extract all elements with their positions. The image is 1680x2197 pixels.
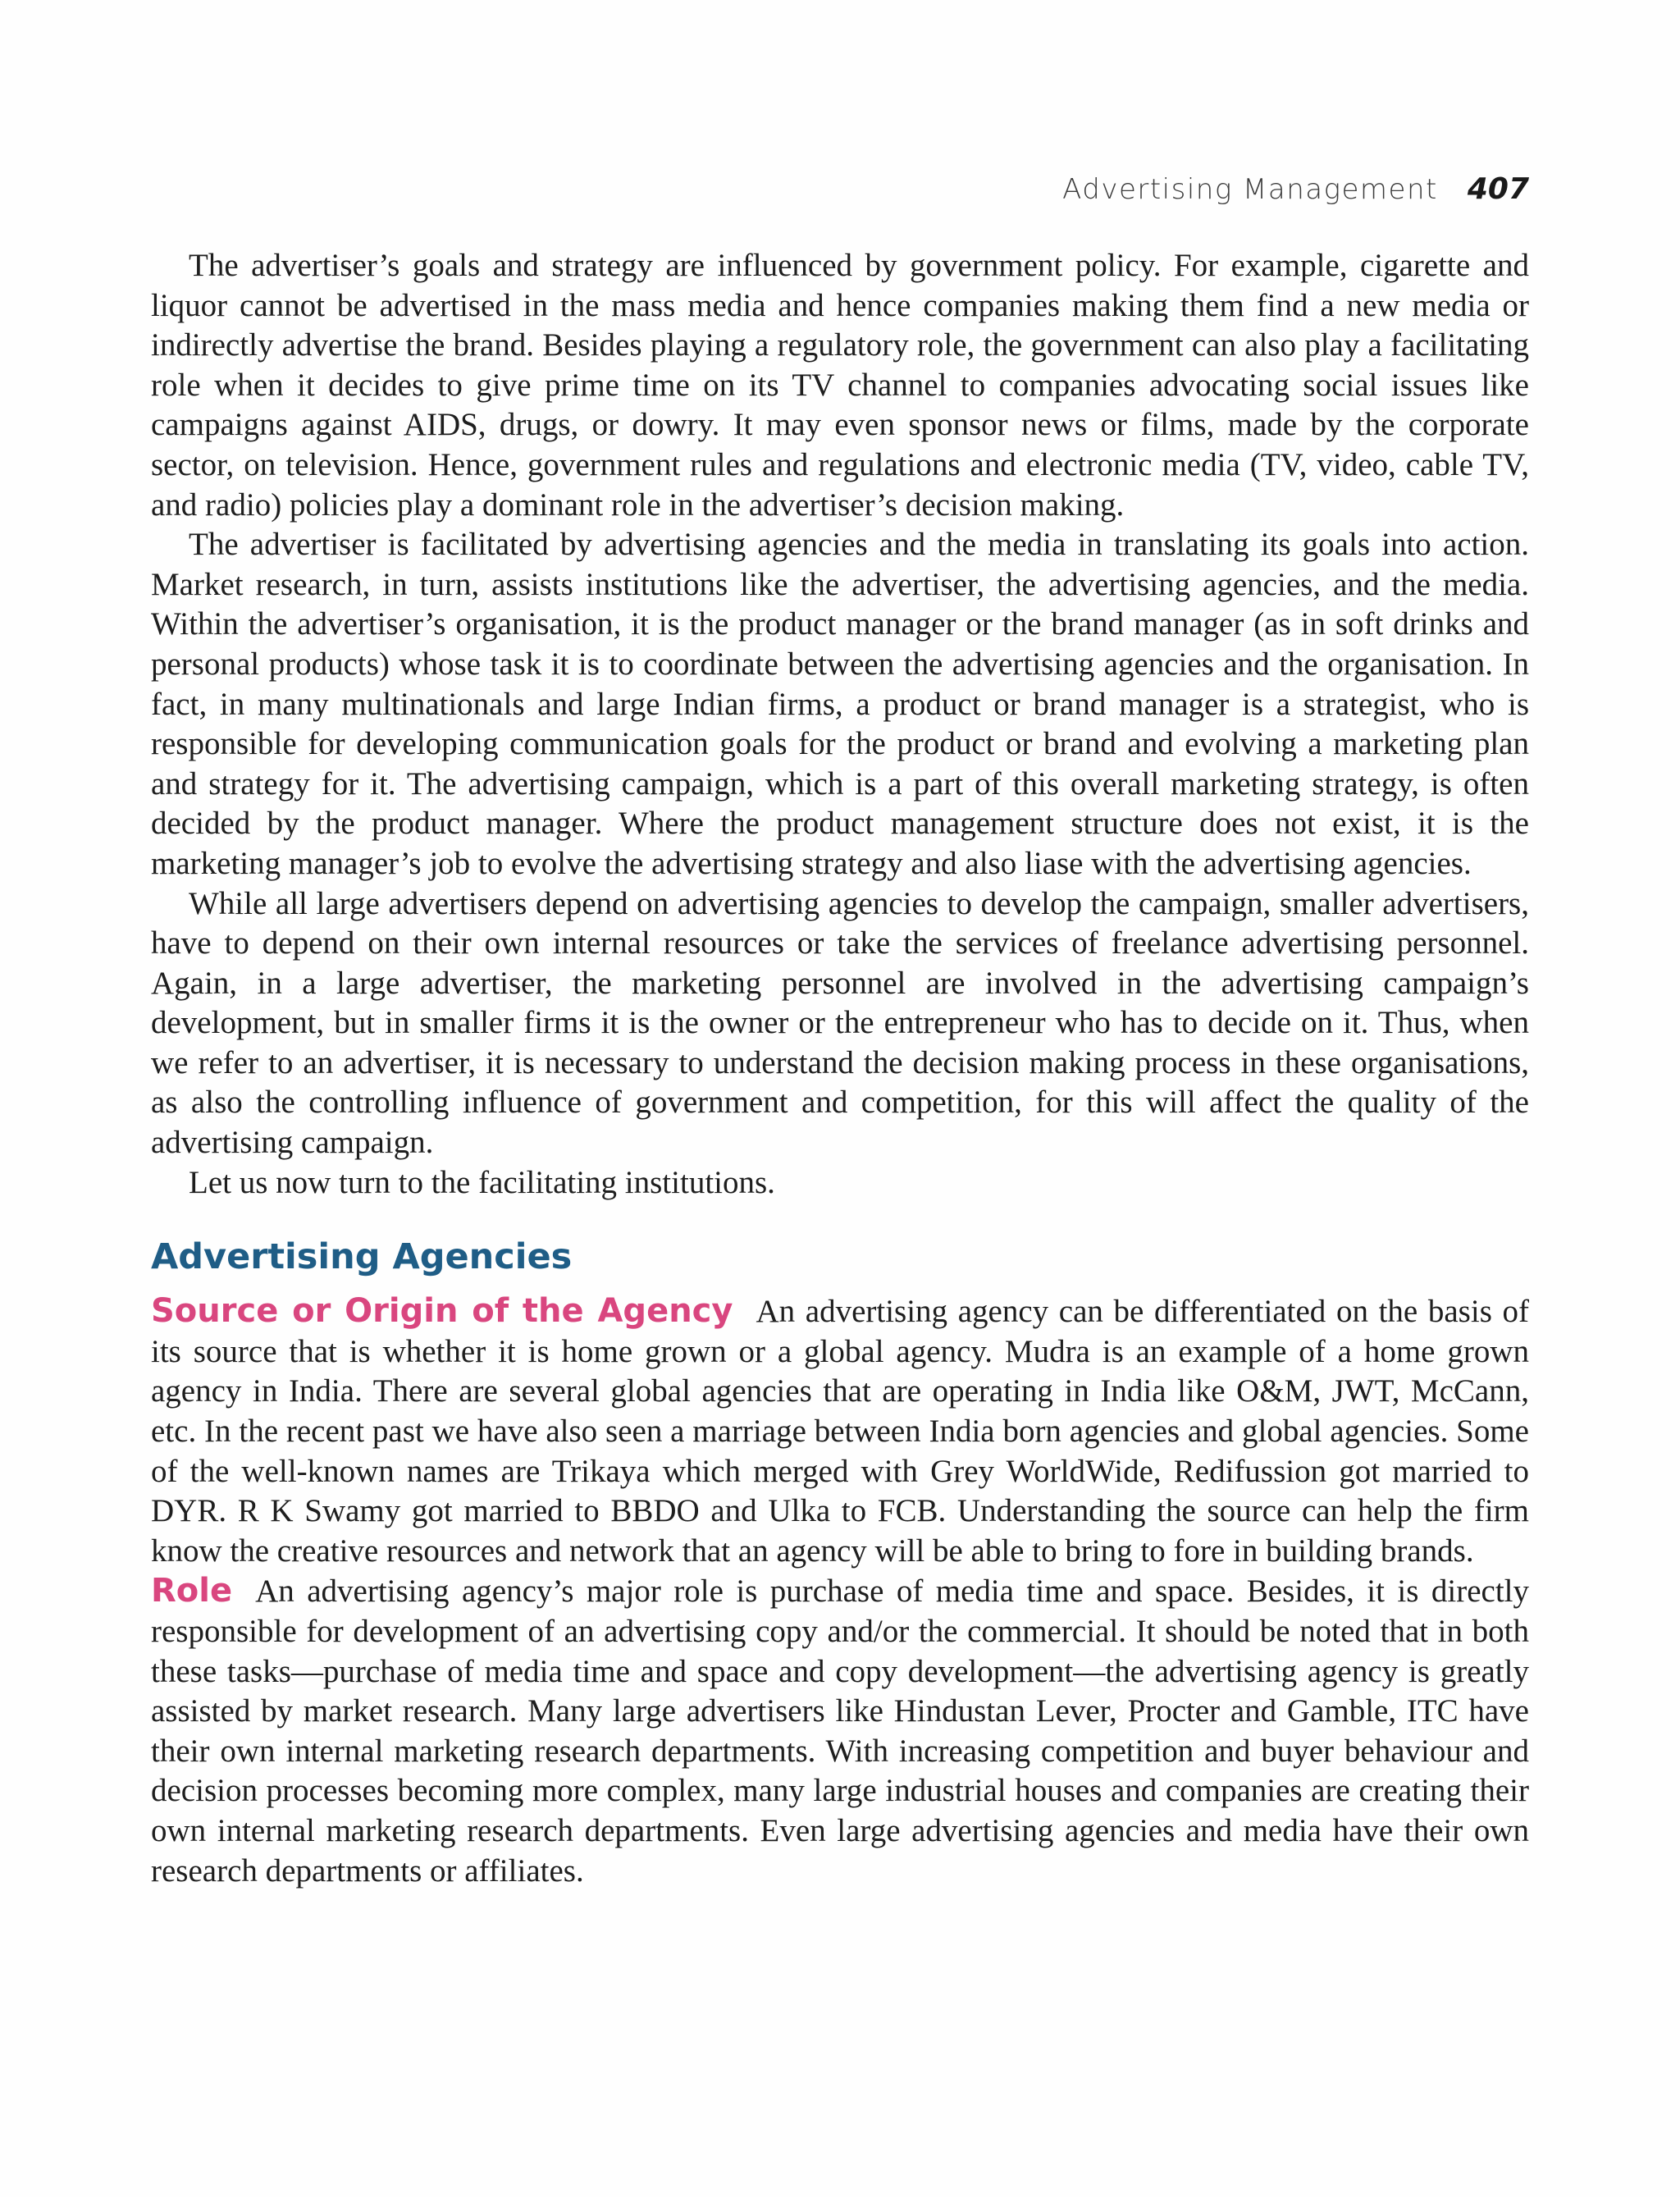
body-paragraph: Let us now turn to the facilitating institutions.: [189, 1164, 775, 1200]
section-heading: Advertising Agencies: [151, 1236, 573, 1278]
role-subheading: Role: [151, 1572, 233, 1610]
role-text: An advertising agency’s major role is purchase of media time and space. Besides, it is directly responsible for development of an advertising copy and/or the commercial. It should be noted that in both these tasks—purchase of media time and space and copy development—the advertising agency is greatly assisted by market research. Many large advertisers like Hindustan Lever, Procter and Gamble, ITC have their own internal marketing research departments. With increasing competition and buyer behaviour and decision processes becoming more complex, many large industrial houses and companies are creating their own internal marketing research departments. Even large advertising agencies and media have their own research departments or affiliates.: [151, 1574, 1529, 1889]
role-paragraph: [151, 1571, 1529, 1891]
body-paragraph: While all large advertisers depend on advertising agencies to develop the campaign, smaller advertisers, have to depend on their own internal resources or take the services of freelance advertising personnel. Again, in a large advertiser, the marketing personnel are involved in the advertising campaign’s development, but in smaller firms it is the owner or the entrepreneur who has to decide on it. Thus, when we refer to an advertiser, it is necessary to understand the decision making process in these organisations, as also the controlling influence of government and competition, for this will affect the quality of the advertising campaign.: [151, 885, 1529, 1161]
page-number: 407: [1467, 172, 1529, 206]
page-body: [151, 246, 1529, 1891]
running-title: Advertising Management: [1062, 173, 1438, 206]
source-text: An advertising agency can be differentiated on the basis of its source that is whether it is home grown or a global agency. Mudra is an example of a home grown agency in India. There are several global agencies that are operating in India like O&M, JWT, McCann, etc. In the recent past we have also seen a marriage between India born agencies and global agencies. Some of the well-known names are Trikaya which merged with Grey WorldWide, Redifussion got married to DYR. R K Swamy got married to BBDO and Ulka to FCB. Understanding the source can help the firm know the creative resources and network that an agency will be able to bring to fore in building brands.: [151, 1294, 1529, 1569]
body-paragraph: The advertiser is facilitated by advertising agencies and the media in translating its goals into action. Market research, in turn, assists institutions like the advertiser, the advertising agencies, and the media. Within the advertiser’s organisation, it is the product manager or the brand manager (as in soft drinks and personal products) whose task it is to coordinate between the advertising agencies and the organisation. In fact, in many multinationals and large Indian firms, a product or brand manager is a strategist, who is responsible for developing communication goals for the product or brand and evolving a marketing plan and strategy for it. The advertising campaign, which is a part of this overall marketing strategy, is often decided by the product manager. Where the product management structure does not exist, it is the marketing manager’s job to evolve the advertising strategy and also liase with the advertising agencies.: [151, 527, 1529, 881]
source-subheading: Source or Origin of the Agency: [151, 1292, 733, 1331]
source-paragraph: [151, 1291, 1529, 1571]
body-paragraph: The advertiser’s goals and strategy are influenced by government policy. For example, cigarette and liquor cannot be advertised in the mass media and hence companies making them find a new media or indirectly advertise the brand. Besides playing a regulatory role, the government can also play a facilitating role when it decides to give prime time on its TV channel to companies advocating social issues like campaigns against AIDS, drugs, or dowry. It may even sponsor news or films, made by the corporate sector, on television. Hence, government rules and regulations and electronic media (TV, video, cable TV, and radio) policies play a dominant role in the advertiser’s decision making.: [151, 248, 1529, 523]
running-header: [1062, 172, 1529, 213]
